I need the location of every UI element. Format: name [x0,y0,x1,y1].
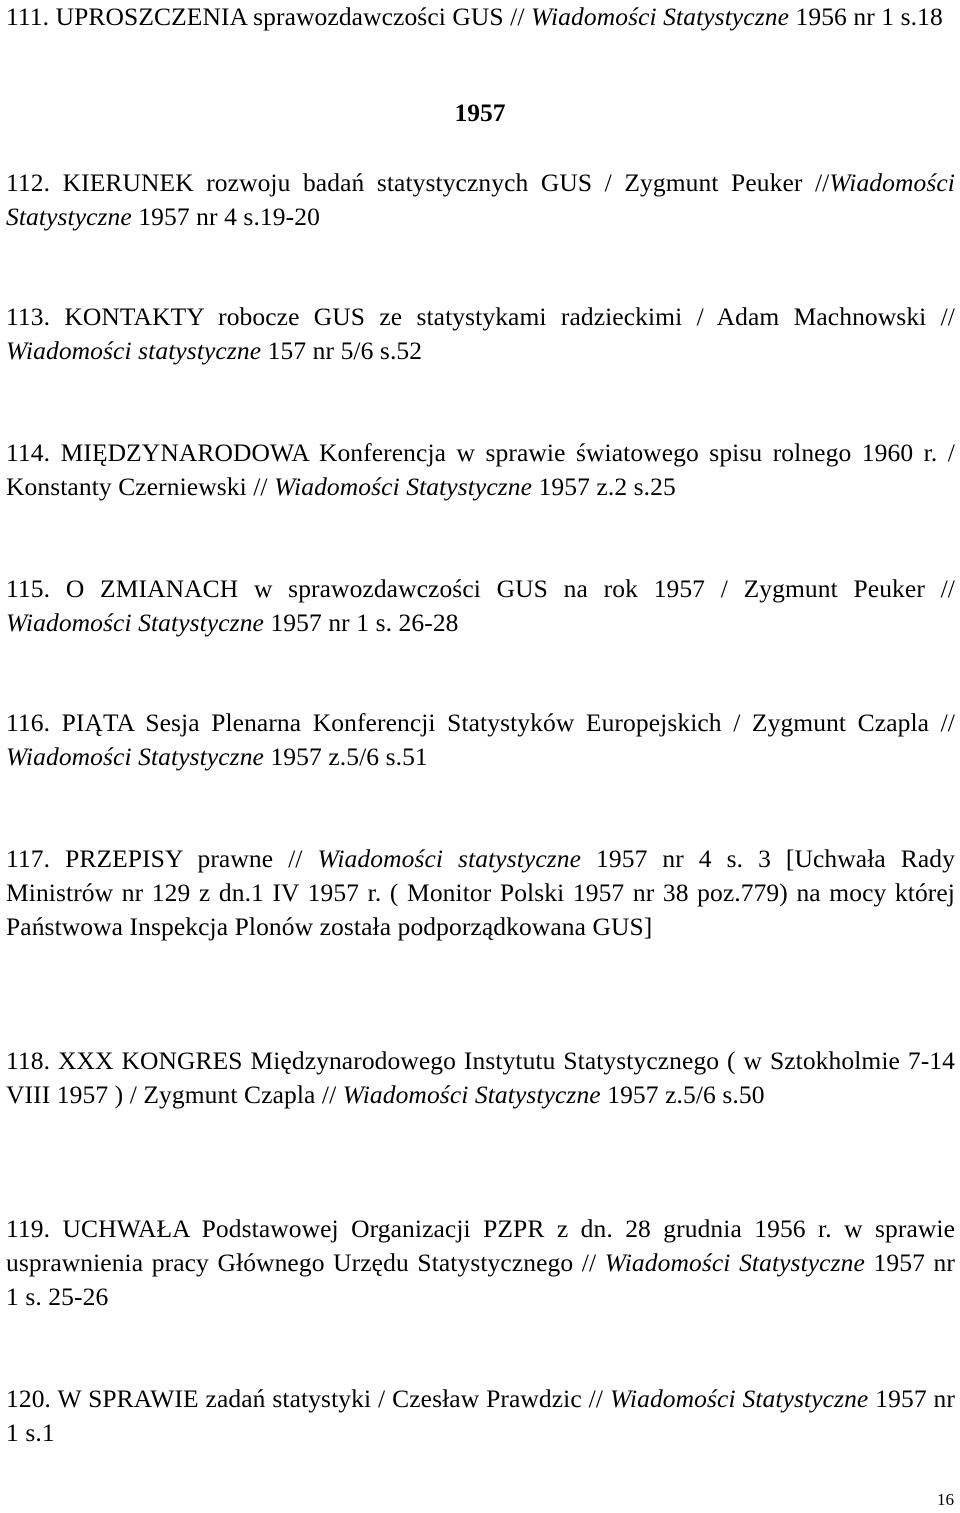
entry-number: 115. [6,574,51,603]
entry-number: 119. [6,1214,51,1243]
entry-title: O ZMIANACH w sprawozdawczości GUS na rok 1957 / Zygmunt Peuker // [65,574,955,603]
bibliography-entry-115 [6,572,955,640]
bibliography-entry-120 [6,1382,955,1450]
entry-details: 1957 nr 1 s. 26-28 [270,608,459,637]
entry-number: 116. [6,708,51,737]
entry-title: XXX KONGRES Międzynarodowego Instytutu Statystycznego ( w Sztokholmie 7-14 VIII 1957 ) / Zygmunt Czapla // [6,1046,955,1109]
bibliography-entry-119 [6,1212,955,1314]
entry-details: 1957 z.2 s.25 [538,472,676,501]
entry-title: MIĘDZYNARODOWA Konferencja w sprawie światowego spisu rolnego 1960 r. / Konstanty Czerniewski // [6,438,955,501]
entry-source: Wiadomości Statystyczne [6,742,264,771]
entry-details: 1957 nr 1 s.1 [6,1384,956,1447]
entry-details: 1957 nr 1 s. 25-26 [6,1248,955,1311]
entry-source: Wiadomości statystyczne [6,336,262,365]
bibliography-entry-114 [6,436,955,504]
entry-source: Wiadomości Statystyczne [531,2,790,31]
entry-details: 1957 nr 4 s.19-20 [138,202,320,231]
entry-title: KIERUNEK rozwoju badań statystycznych GUS / Zygmunt Peuker // [62,168,830,197]
entry-number: 120. [6,1384,52,1413]
entry-source: Wiadomości Statystyczne [604,1248,865,1277]
entry-title: UCHWAŁA Podstawowej Organizacji PZPR z dn. 28 grudnia 1956 r. w sprawie usprawnienia pracy Głównego Urzędu Statystycznego // [6,1214,955,1277]
entry-source: Wiadomości Statystyczne [609,1384,869,1413]
bibliography-entry-116 [6,706,955,774]
entry-source: Wiadomości Statystyczne [6,168,955,231]
bibliography-entry-113 [6,300,955,368]
entry-title: PIĄTA Sesja Plenarna Konferencji Statystyków Europejskich / Zygmunt Czapla // [61,708,955,737]
entry-details: 157 nr 5/6 s.52 [267,336,423,365]
year-heading: 1957 [454,98,506,127]
bibliography-entry-111 [6,0,955,34]
entry-title: KONTAKTY robocze GUS ze statystykami radzieckimi / Adam Machnowski // [64,302,955,331]
entry-title: UPROSZCZENIA sprawozdawczości GUS // [55,2,525,31]
bibliography-entry-112 [6,166,955,234]
bibliography-entry-118 [6,1044,955,1112]
entry-number: 112. [6,168,51,197]
entry-title: PRZEPISY prawne // [65,844,303,873]
entry-details: 1957 z.5/6 s.51 [270,742,428,771]
page-number: 16 [937,1490,954,1509]
entry-source: Wiadomości statystyczne [317,844,582,873]
entry-source: Wiadomości Statystyczne [274,472,533,501]
entry-details: 1957 z.5/6 s.50 [607,1080,765,1109]
bibliography-entry-117 [6,842,955,944]
entry-source: Wiadomości Statystyczne [6,608,264,637]
entry-number: 118. [6,1046,51,1075]
entry-details: 1957 nr 4 s. 3 [Uchwała Rady Ministrów nr 129 z dn.1 IV 1957 r. ( Monitor Polski 1957 nr 38 poz.779) na mocy której Państwowa Inspekcja Plonów została podporządkowana GUS] [6,844,955,941]
entry-number: 111. [6,2,50,31]
entry-number: 117. [6,844,51,873]
entry-number: 113. [6,302,51,331]
entry-title: W SPRAWIE zadań statystyki / Czesław Prawdzic // [57,1384,604,1413]
entry-source: Wiadomości Statystyczne [342,1080,601,1109]
entry-number: 114. [6,438,51,467]
entry-details: 1956 nr 1 s.18 [795,2,943,31]
